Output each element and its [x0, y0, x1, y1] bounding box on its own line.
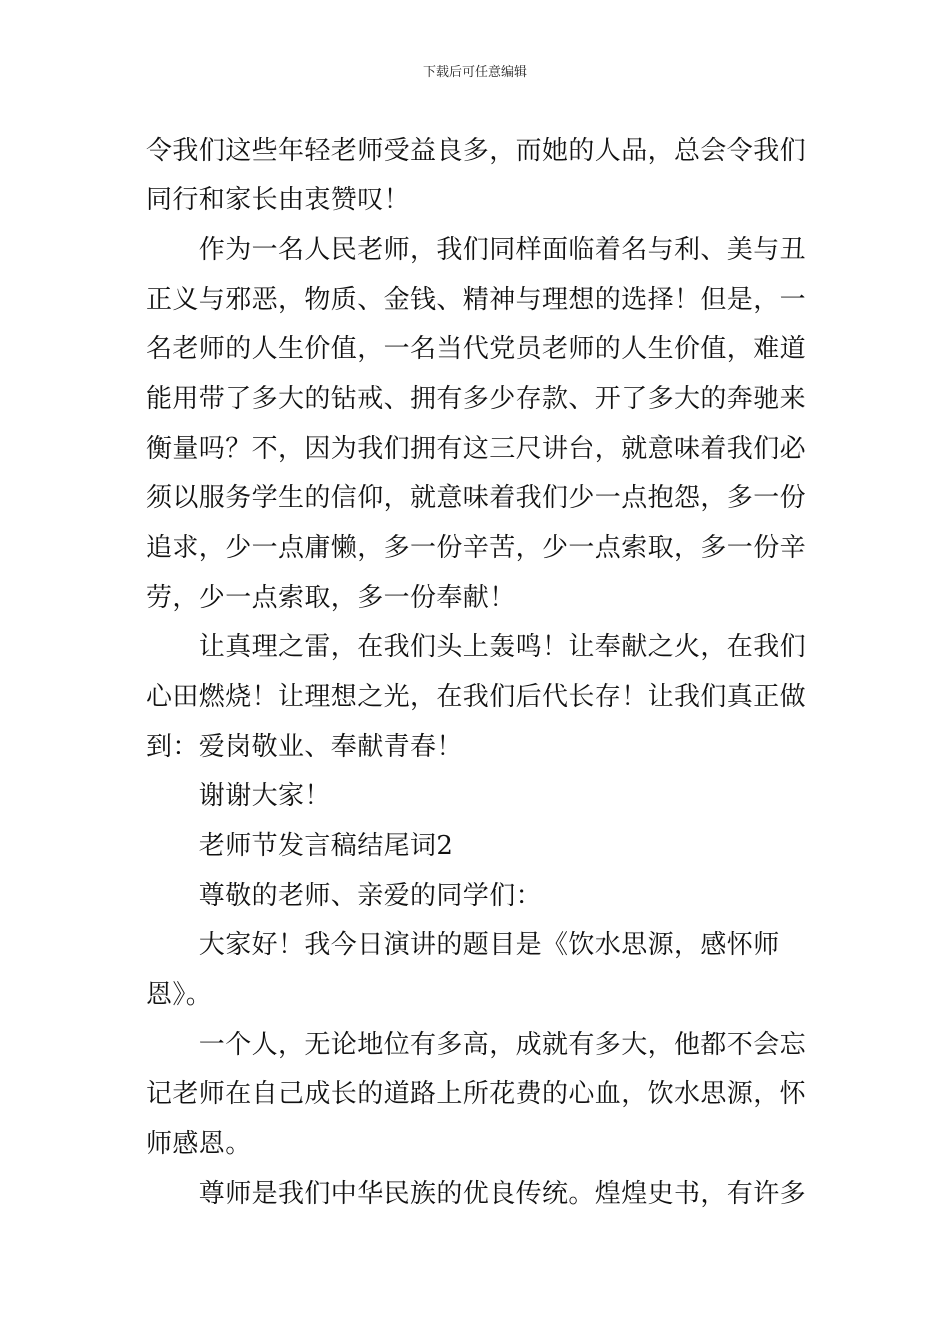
text-line: 衡量吗？不，因为我们拥有这三尺讲台，就意味着我们必: [146, 434, 807, 464]
text-line: 能用带了多大的钻戒、拥有多少存款、开了多大的奔驰来: [146, 384, 807, 414]
text-line: 作为一名人民老师，我们同样面临着名与利、美与丑: [146, 235, 807, 265]
text-line: 让真理之雷，在我们头上轰鸣！让奉献之火，在我们: [146, 632, 807, 662]
text-line: 一个人，无论地位有多高，成就有多大，他都不会忘: [146, 1030, 807, 1060]
text-line: 恩》。: [146, 980, 213, 1010]
text-line: 追求，少一点庸懒，多一份辛苦，少一点索取，多一份辛: [146, 533, 807, 563]
text-line: 须以服务学生的信仰，就意味着我们少一点抱怨，多一份: [146, 483, 807, 513]
text-line: 记老师在自己成长的道路上所花费的心血，饮水思源，怀: [146, 1079, 807, 1109]
text-line: 到：爱岗敬业、奉献青春！: [146, 732, 463, 762]
section-heading: 老师节发言稿结尾词2: [146, 831, 454, 861]
page-header: 下载后可任意编辑: [422, 65, 527, 80]
text-line: 大家好！我今日演讲的题目是《饮水思源，感怀师: [146, 930, 780, 960]
text-line: 名老师的人生价值，一名当代党员老师的人生价值，难道: [146, 334, 807, 364]
text-line: 令我们这些年轻老师受益良多，而她的人品，总会令我们: [146, 136, 807, 166]
text-line: 师感恩。: [146, 1129, 252, 1159]
text-line: 谢谢大家！: [146, 781, 331, 811]
text-line: 尊敬的老师、亲爱的同学们：: [146, 881, 543, 911]
text-line: 正义与邪恶，物质、金钱、精神与理想的选择！但是，一: [146, 285, 807, 315]
text-line: 心田燃烧！让理想之光，在我们后代长存！让我们真正做: [146, 682, 807, 712]
text-line: 尊师是我们中华民族的优良传统。煌煌史书，有许多: [146, 1179, 807, 1209]
text-line: 劳，少一点索取，多一份奉献！: [146, 583, 516, 613]
text-line: 同行和家长由衷赞叹！: [146, 185, 411, 215]
